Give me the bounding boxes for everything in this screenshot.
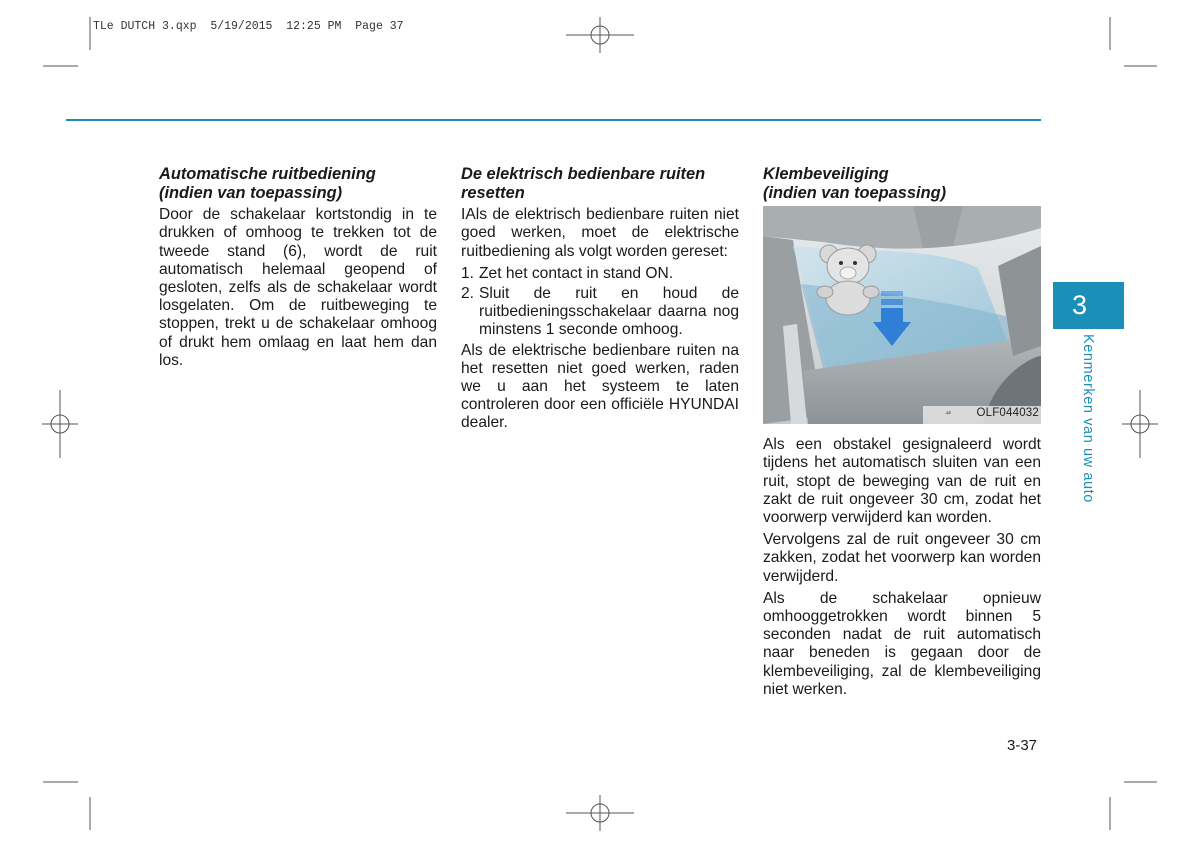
body-paragraph: Als de elektrische bedienbare ruiten na het resetten niet goed werken, raden we u aan het systeem te laten controleren door een officiële HYUNDAI dealer. [461,341,739,432]
body-paragraph: Als de schakelaar opnieuw omhooggetrokken wordt binnen 5 seconden nadat de ruit automatisch naar beneden is gegaan door de klembeveiliging, zal de klembeveiliging niet werken. [763,589,1041,698]
chapter-tab: 3 [1053,282,1124,329]
print-slug: TLe DUTCH 3.qxp 5/19/2015 12:25 PM Page 37 [93,20,404,33]
column-automatic-window [159,165,437,374]
list-item: 2. Sluit de ruit en houd de ruitbedieningsschakelaar daarna nog minstens 1 seconde omhoog. [461,285,739,339]
section-heading: Automatische ruitbediening (indien van toepassing) [159,165,376,202]
registration-crosshair-icon [566,17,634,53]
body-paragraph: Als een obstakel gesignaleerd wordt tijdens het automatisch sluiten van een ruit, stopt de beweging van de ruit en zakt de ruit ongeveer 30 cm, zodat het voorwerp verwijderd kan worden. [763,436,1041,526]
section-heading: Klembeveiliging (indien van toepassing) [763,165,947,202]
registration-crosshair-icon [42,390,78,458]
body-paragraph: IAls de elektrisch bedienbare ruiten niet goed werken, moet de elektrische ruitbediening als volgt worden gereset: [461,206,739,260]
chapter-title: Kenmerken van uw auto [1080,334,1096,503]
body-paragraph: Vervolgens zal de ruit ongeveer 30 cm zakken, zodat het voorwerp kan worden verwijderd. [763,531,1041,585]
body-paragraph: Door de schakelaar kortstondig in te drukken of omhoog te trekken tot de tweede stand (6), wordt de ruit automatisch helemaal geopend of gesloten, zelfs als de schakelaar wordt losgelaten. Om de ruitbeweging te stoppen, trekt u de schakelaar omhoog of drukt hem omlaag en laat hem dan los. [159,206,437,369]
figure-badge: ⁴² [945,411,951,419]
figure-code: OLF044032 [976,406,1039,419]
column-pinch-protection [763,165,1041,703]
registration-crosshair-icon [1122,390,1158,458]
car-window-drawing [763,206,1041,424]
list-item: 1. Zet het contact in stand ON. [461,264,674,282]
header-rule [66,119,1041,121]
window-illustration [763,206,1041,424]
page-number: 3-37 [1007,737,1038,754]
section-heading: De elektrisch bedienbare ruiten resetten [461,165,706,202]
registration-crosshair-icon [566,795,634,831]
column-reset-windows [461,165,739,437]
